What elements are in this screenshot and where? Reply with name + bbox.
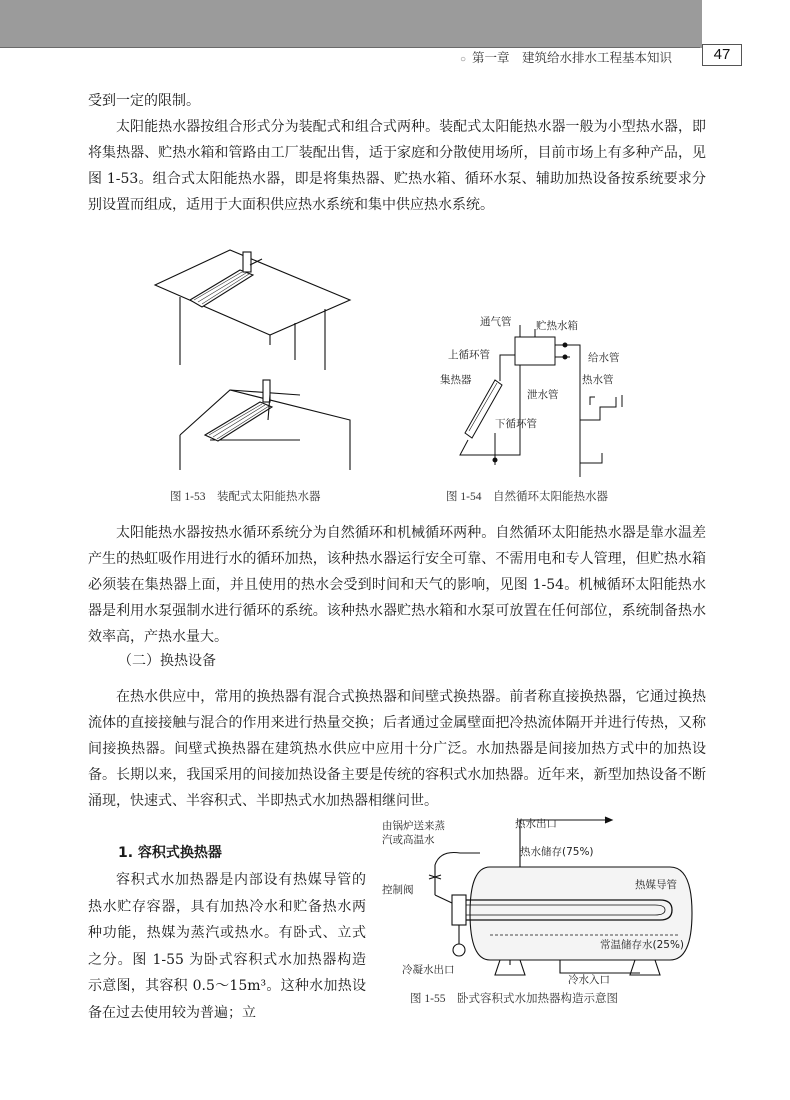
fig-1-53-caption: 图 1-53 装配式太阳能热水器 xyxy=(170,491,321,503)
page-number: 47 xyxy=(702,44,742,66)
fig55-coil-label: 热媒导管 xyxy=(635,879,677,891)
fig54-drain-label: 泄水管 xyxy=(527,389,559,401)
fig54-vent-label: 通气管 xyxy=(480,316,512,328)
paragraph-2: 太阳能热水器按组合形式分为装配式和组合式两种。装配式太阳能热水器一般为小型热水器，即将集热器、贮热水箱和管路由工厂装配出售，适于家庭和分散使用场所，目前市场上有多种产品，见图 1-53。组合式太阳能热水器，即是将集热器、贮热水箱、循环水泵、辅助加热设备按系统要求分别设置而组成，适用于大面积供应热水系统和集中供应热水系统。 xyxy=(88,119,706,213)
section-subheading: （二）换热设备 xyxy=(118,653,216,669)
fig55-storage-label: 热水储存(75%) xyxy=(520,846,594,858)
fig55-hot-out-label: 热水出口 xyxy=(515,818,557,830)
fig-1-55-caption: 图 1-55 卧式容积式水加热器构造示意图 xyxy=(410,993,618,1005)
bullet-icon: ○ xyxy=(460,54,467,65)
fig55-steam-label-1: 由锅炉送来蒸 xyxy=(382,820,445,832)
fig55-cold-storage-label: 常温储存水(25%) xyxy=(600,939,685,951)
chapter-title-text: 第一章 建筑给水排水工程基本知识 xyxy=(472,51,673,65)
fig55-cold-in-label: 冷水入口 xyxy=(568,974,610,986)
fig54-lower-label: 下循环管 xyxy=(495,418,537,430)
paragraph-1: 受到一定的限制。 xyxy=(88,93,200,109)
fig54-supply-label: 给水管 xyxy=(588,352,620,364)
fig-1-54-caption: 图 1-54 自然循环太阳能热水器 xyxy=(446,491,608,503)
figure-1-53 xyxy=(150,245,360,475)
fig54-upper-label: 上循环管 xyxy=(448,349,490,361)
page-header xyxy=(0,0,790,66)
paragraph-3: 太阳能热水器按热水循环系统分为自然循环和机械循环两种。自然循环太阳能热水器是靠水温差产生的热虹吸作用进行水的循环加热，该种热水器运行安全可靠、不需用电和专人管理，但贮热水箱必须装在集热器上面，并且使用的热水会受到时间和天气的影响，见图 1-54。机械循环太阳能热水器是利用水泵强制水进行循环的系统。该种热水器贮热水箱和水泵可放置在任何部位，系统制备热水效率高，产热水量大。 xyxy=(88,525,706,645)
fig54-tank-label: 贮热水箱 xyxy=(536,320,578,332)
fig55-valve-label: 控制阀 xyxy=(382,884,414,896)
figure-1-54-labels xyxy=(440,315,660,480)
paragraph-4: 在热水供应中，常用的换热器有混合式换热器和间壁式换热器。前者称直接换热器，它通过换热流体的直接接触与混合的作用来进行热量交换；后者通过金属壁面把冷热流体隔开并进行传热，又称间接换热器。间壁式换热器在建筑热水供应中应用十分广泛。水加热器是间接加热方式中的加热设备。长期以来，我国采用的间接加热设备主要是传统的容积式水加热器。近年来，新型加热设备不断涌现，快速式、半容积式、半即热式水加热器相继问世。 xyxy=(88,689,706,809)
fig54-collector-label: 集热器 xyxy=(440,374,472,386)
fig55-steam-label-2: 汽或高温水 xyxy=(382,834,435,846)
chapter-title xyxy=(460,48,690,66)
paragraph-5: 容积式水加热器是内部设有热媒导管的热水贮存容器，具有加热冷水和贮备热水两种功能，热媒为蒸汽或热水。有卧式、立式之分。图 1-55 为卧式容积式水加热器构造示意图，其容积 0.5～15m³。这种水加热设备在过去使用较为普遍；立 xyxy=(88,872,366,1021)
heading-volumetric-exchanger: 1. 容积式换热器 xyxy=(118,845,222,861)
header-gray-band xyxy=(0,0,702,48)
fig55-condensate-label: 冷凝水出口 xyxy=(402,964,455,976)
fig54-hot-label: 热水管 xyxy=(582,374,614,386)
figure-1-55 xyxy=(380,815,710,985)
